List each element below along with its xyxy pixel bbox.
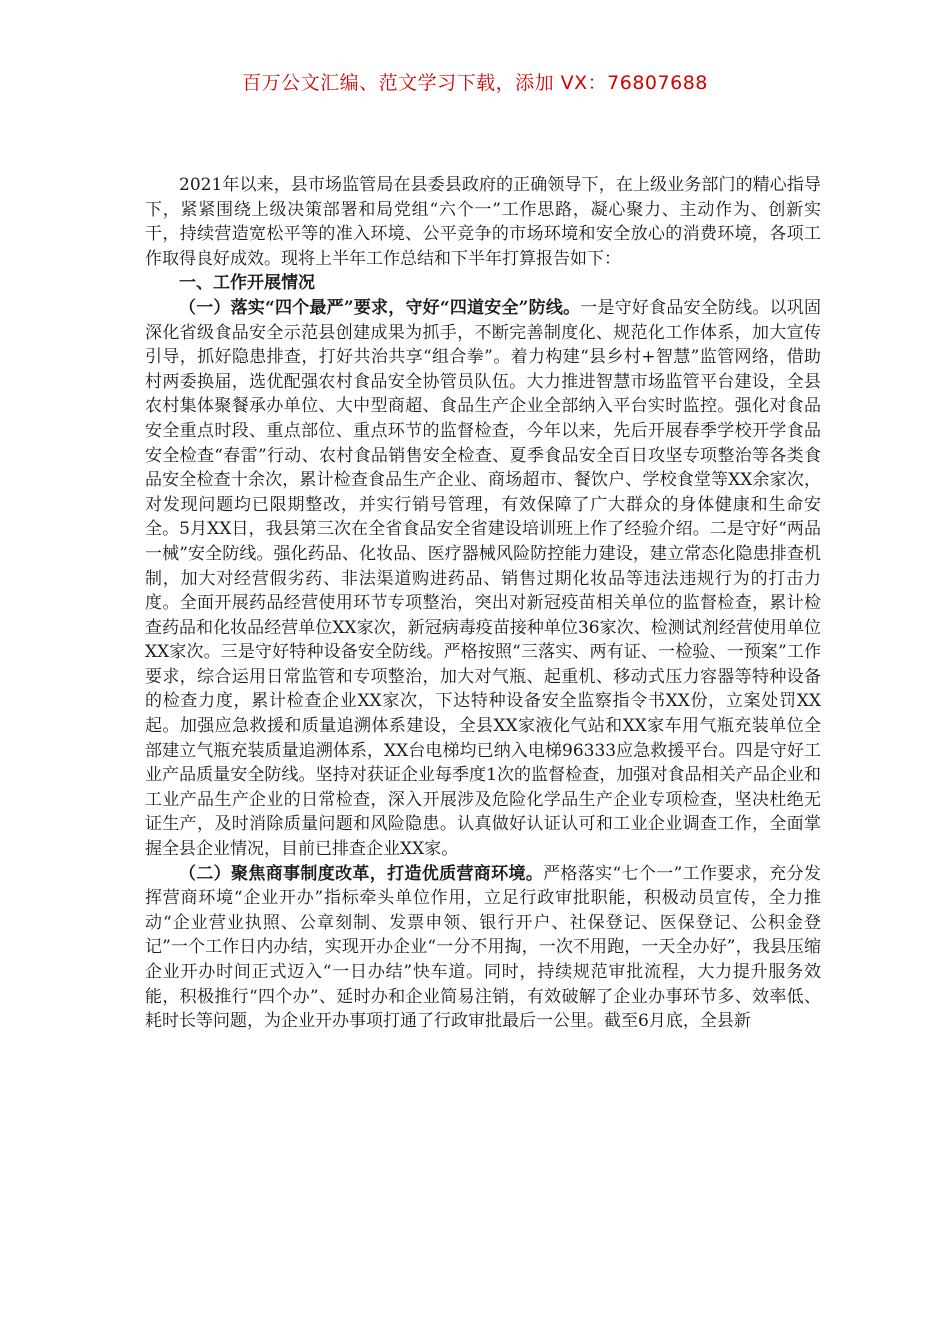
section-heading-1: 一、工作开展情况 xyxy=(179,273,315,294)
paragraph-1 xyxy=(145,296,821,862)
paragraph-2-title: （二）聚焦商事制度改革，打造优质营商环境。 xyxy=(179,863,544,884)
paragraph-2-body: 严格落实“七个一”工作要求，充分发挥营商环境“企业开办”指标牵头单位作用，立足行政审批职能，积极动员宣传，全力推动“企业营业执照、公章刻制、发票申领、银行开户、社保登记、医保登记、公积金登记”一个工作日内办结，实现开办企业“一分不用掏，一次不用跑，一天全办好”，我县压缩企业开办时间正式迈入“一日办结”快车道。同时，持续规范审批流程，大力提升服务效能，积极推行“四个办”、延时办和企业简易注销，有效破解了企业办事环节多、效率低、耗时长等问题，为企业开办事项打通了行政审批最后一公里。截至6月底，全县新 xyxy=(145,863,821,1032)
paragraph-1-title: （一）落实“四个最严”要求，守好“四道安全”防线。 xyxy=(179,297,581,318)
document-body xyxy=(145,173,821,1034)
paragraph-2 xyxy=(145,862,821,1034)
header-banner: 百万公文汇编、范文学习下载，添加 VX：76807688 xyxy=(242,72,708,94)
intro-paragraph: 2021年以来，县市场监管局在县委县政府的正确领导下，在上级业务部门的精心指导下，紧紧围绕上级决策部署和局党组“六个一”工作思路，凝心聚力、主动作为、创新实干，持续营造宽松平等的准入环境、公平竞争的市场环境和安全放心的消费环境，各项工作取得良好成效。现将上半年工作总结和下半年打算报告如下： xyxy=(145,175,821,269)
paragraph-1-body: 一是守好食品安全防线。以巩固深化省级食品安全示范县创建成果为抓手，不断完善制度化、规范化工作体系，加大宣传引导，抓好隐患排查，打好共治共享“组合拳”。着力构建“县乡村+智慧”监管网络，借助村两委换届，选优配强农村食品安全协管员队伍。大力推进智慧市场监管平台建设，全县农村集体聚餐承办单位、大中型商超、食品生产企业全部纳入平台实时监控。强化对食品安全重点时段、重点部位、重点环节的监督检查，今年以来，先后开展春季学校开学食品安全检查“春雷”行动、农村食品销售安全检查、夏季食品安全百日攻坚专项整治等各类食品安全检查十余次，累计检查食品生产企业、商场超市、餐饮户、学校食堂等XX余家次，对发现问题均已限期整改，并实行销号管理，有效保障了广大群众的身体健康和生命安全。5月XX日，我县第三次在全省食品安全省建设培训班上作了经验介绍。二是守好“两品一械”安全防线。强化药品、化妆品、医疗器械风险防控能力建设，建立常态化隐患排查机制，加大对经营假劣药、非法渠道购进药品、销售过期化妆品等违法违规行为的打击力度。全面开展药品经营使用环节专项整治，突出对新冠疫苗相关单位的监督检查，累计检查药品和化妆品经营单位XX家次，新冠病毒疫苗接种单位36家次、检测试剂经营使用单位XX家次。三是守好特种设备安全防线。严格按照“三落实、两有证、一检验、一预案”工作要求，综合运用日常监管和专项整治，加大对气瓶、起重机、移动式压力容器等特种设备的检查力度，累计检查企业XX家次，下达特种设备安全监察指令书XX份，立案处罚XX起。加强应急救援和质量追溯体系建设，全县XX家液化气站和XX家车用气瓶充装单位全部建立气瓶充装质量追溯体系，XX台电梯均已纳入电梯96333应急救援平台。四是守好工业产品质量安全防线。坚持对获证企业每季度1次的监督检查，加强对食品相关产品企业和工业产品生产企业的日常检查，深入开展涉及危险化学品生产企业专项检查，坚决杜绝无证生产，及时消除质量问题和风险隐患。认真做好认证认可和工业企业调查工作，全面掌握全县企业情况，目前已排查企业XX家。 xyxy=(145,297,821,860)
